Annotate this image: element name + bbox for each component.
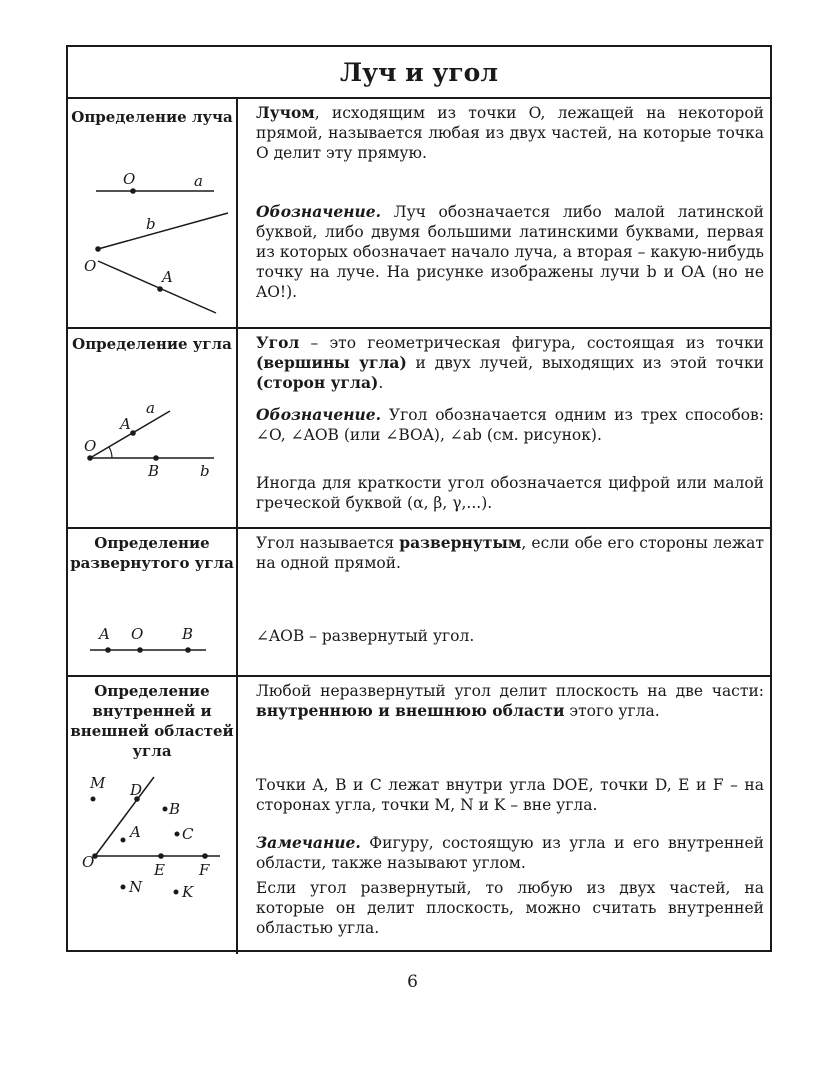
straight-angle-point-a [105,647,111,653]
straight-angle-term: развернутым [399,533,522,552]
ray-point-o2 [95,246,101,252]
regions-label-c: C [182,825,194,843]
regions-label-k: K [182,883,194,901]
straight-angle-point-b [185,647,191,653]
straight-angle-example: ∠AOB – развернутый угол. [256,627,475,645]
regions-label-b: B [169,800,181,818]
regions-point-a [121,838,126,843]
row-angle-left-cell [68,329,238,527]
angle-term: Угол [256,333,300,352]
angle-shorthand-text: Иногда для краткости угол обозначается цифрой или малой греческой буквой (α, β, γ,...). [256,474,764,512]
ray-label-o2: O [84,257,97,275]
angle-point-b [153,455,159,461]
angle-definition-text [256,333,764,393]
row-ray-definition [68,97,770,327]
ray-notation-label: Обозначение. [256,202,382,221]
straight-angle-heading: Определение развернутого угла [70,534,234,572]
regions-body-start: Любой неразвернутый угол делит плоскость на две части: [256,682,764,700]
ray-line-b [98,213,228,249]
straight-angle-label-o: O [131,625,144,643]
regions-label-m: M [90,774,106,792]
regions-straight-case-text: Если угол развернутый, то любую из двух частей, на которые он делит плоскость, можно считать внутренней областью угла. [256,879,764,937]
ray-notation-body: Луч обозначается либо малой латинской буквой, либо двумя большими латинскими буквами, первая из которых обозначает начало луча, а вторая – какую-нибудь точку на луче. На рисунке изображены лучи b и OA (но не AO!). [256,203,764,301]
row-ray-left-cell [68,99,238,327]
ray-label-o1: O [123,170,136,188]
regions-remark-body: Фигуру, состоящую из угла и его внутренней области, также называют углом. [256,834,764,872]
regions-point-f [202,853,208,859]
regions-label-o: O [82,853,95,871]
regions-point-n [121,885,126,890]
regions-heading: Определение внутренней и внешней областей угла [70,682,234,760]
row-ray-right-cell [240,99,770,327]
row-angle-right-cell [240,329,770,527]
regions-label-e: E [154,861,165,879]
angle-label-big-b: B [148,462,160,480]
regions-point-m [91,797,96,802]
row-angle-definition [68,327,770,527]
straight-angle-definition-text [256,533,764,573]
regions-definition-text [256,681,764,721]
straight-angle-body: , если обе его стороны лежат на одной прямой. [256,534,764,572]
regions-points-text: Точки A, B и C лежат внутри угла DOE, точки D, E и F – на сторонах угла, точки M, N и K – вне угла. [256,776,764,814]
ray-figure [68,99,236,327]
straight-angle-figure [68,529,236,675]
regions-figure [68,677,236,954]
regions-point-c [175,832,180,837]
regions-point-e [158,853,164,859]
straight-angle-label-b: B [182,625,194,643]
ray-label-a: a [194,172,203,190]
straight-angle-point-o [137,647,143,653]
angle-sides-term: (сторон угла) [256,373,379,392]
angle-label-a: a [146,399,155,417]
angle-definition-end: . [378,374,384,392]
ray-notation-text [256,202,764,302]
ray-definition-body: , исходящим из точки O, лежащей на некоторой прямой, называется любая из двух частей, на которые точка O делит эту прямую. [256,104,764,162]
regions-term: внутреннюю и внешнюю области [256,701,565,720]
regions-remark-text [256,833,764,873]
angle-definition-heading: Определение угла [72,335,232,353]
ray-point-o1 [130,188,136,194]
regions-label-d: D [130,781,143,799]
ray-definition-heading: Определение луча [71,108,233,126]
regions-label-f: F [199,861,210,879]
regions-body-end: этого угла. [564,702,660,720]
angle-notation-text [256,405,764,445]
regions-point-b [163,807,168,812]
straight-angle-label-a: A [99,625,110,643]
angle-label-big-a: A [120,415,131,433]
row-straight-angle-definition [68,527,770,675]
row-regions-left-cell [68,677,238,954]
ray-label-big-a: A [162,268,173,286]
page-title: Луч и угол [68,47,770,99]
angle-figure [68,329,236,527]
angle-notation-body: Угол обозначается одним из трех способов: ∠O, ∠AOB (или ∠BOA), ∠ab (см. рисунок). [256,406,764,444]
ray-point-a [157,286,163,292]
row-straight-angle-left-cell [68,529,238,675]
definitions-table [66,45,772,952]
regions-label-a: A [130,823,141,841]
angle-arc [109,447,112,458]
straight-angle-body-start: Угол называется [256,534,400,552]
angle-vertex-term: (вершины угла) [256,353,407,372]
angle-definition-body-2: и двух лучей, выходящих из этой точки [406,354,764,372]
page-number: 6 [407,972,418,992]
row-straight-angle-right-cell [240,529,770,675]
row-regions-definition [68,675,770,954]
regions-point-k [174,890,179,895]
angle-notation-label: Обозначение. [256,405,382,424]
regions-remark-label: Замечание. [256,833,361,852]
angle-point-a [130,430,136,436]
angle-label-b: b [200,462,210,480]
ray-definition-text [256,103,764,163]
angle-vertex-o [87,455,93,461]
regions-label-n: N [129,878,143,896]
row-regions-right-cell [240,677,770,954]
angle-label-o: O [84,437,97,455]
ray-term: Лучом [256,103,315,122]
angle-definition-body: – это геометрическая фигура, состоящая из точки [299,334,764,352]
ray-line-oa [98,261,216,313]
ray-label-b: b [146,215,156,233]
